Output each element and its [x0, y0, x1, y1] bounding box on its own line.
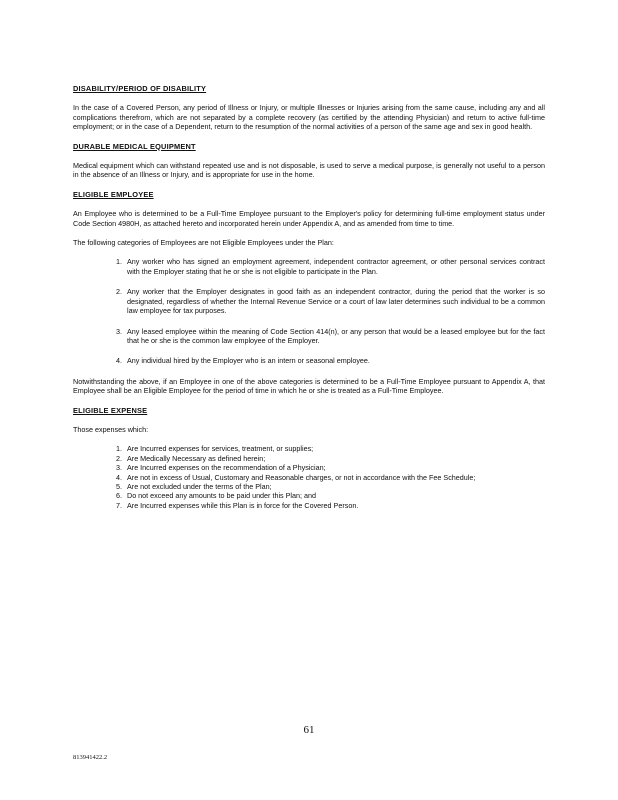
list-item-number: 4.: [116, 472, 122, 482]
list-item-number: 3.: [116, 326, 122, 336]
list-item: [116, 472, 545, 482]
list-item: [116, 326, 545, 346]
list-item-text: Do not exceed any amounts to be paid under this Plan; and: [127, 491, 316, 501]
section-eligible-expense: [73, 406, 545, 511]
section-eligible-employee: [73, 190, 545, 396]
section-heading: DISABILITY/PERIOD OF DISABILITY: [73, 84, 207, 93]
section-heading: DURABLE MEDICAL EQUIPMENT: [73, 141, 196, 151]
list-item: [116, 444, 545, 454]
list-item-number: 3.: [116, 463, 122, 473]
list-item-text: Any leased employee within the meaning of Code Section 414(n), or any person that would be a leased employee but for the fact that he or she is the common law employee of the Employer.: [127, 326, 545, 345]
section-paragraph: An Employee who is determined to be a Full-Time Employee pursuant to the Employer's policy for determining full-time employment status under Code Section 4980H, as attached hereto and incorporated herein under Appendix A, and as amended from time to time.: [73, 209, 545, 228]
eligible-expense-list: [73, 444, 545, 510]
list-item-number: 7.: [116, 500, 122, 510]
list-item-number: 6.: [116, 491, 122, 501]
list-item-text: Any worker who has signed an employment agreement, independent contractor agreement, or other personal services contract with the Employer stating that he or she is not eligible to participate in the Plan.: [127, 257, 545, 276]
page-number: 61: [303, 724, 315, 736]
list-item: [116, 453, 545, 463]
list-item-text: Are Incurred expenses on the recommendation of a Physician;: [127, 463, 326, 473]
list-item-text: Any worker that the Employer designates in good faith as an independent contractor, during the period that the worker is so designated, regardless of whether the Internal Revenue Service or a court of law later determines such individual to be a common law employee for tax purposes.: [127, 287, 545, 316]
list-item: [116, 356, 545, 366]
section-paragraph: Medical equipment which can withstand repeated use and is not disposable, is used to serve a medical purpose, is generally not useful to a person in the absence of an Illness or Injury, and is appropriate for use in the home.: [73, 161, 545, 180]
excluded-employee-list: [73, 257, 545, 365]
section-paragraph: In the case of a Covered Person, any period of Illness or Injury, or multiple Illnesses or Injuries arising from the same cause, including any and all complications therefrom, which are not separated by a complete recovery (as certified by the attending Physician) and return to active full-time employment; or in the case of a Dependent, return to the resumption of the normal activities of a person of the same age and sex in good health.: [73, 103, 545, 132]
list-item: [116, 481, 545, 491]
list-item: [116, 491, 545, 501]
list-item: [116, 500, 545, 510]
document-id: 813941422.2: [73, 754, 108, 761]
list-item-text: Are not excluded under the terms of the Plan;: [127, 481, 272, 491]
list-item-text: Are Incurred expenses while this Plan is in force for the Covered Person.: [127, 500, 359, 510]
list-item-text: Are not in excess of Usual, Customary and Reasonable charges, or not in accordance with the Fee Schedule;: [127, 472, 476, 482]
section-durable-medical-equipment: [73, 142, 545, 180]
section-paragraph: The following categories of Employees are not Eligible Employees under the Plan:: [73, 238, 334, 248]
list-item: [116, 287, 545, 316]
list-item-number: 4.: [116, 356, 122, 366]
list-item-text: Are Incurred expenses for services, treatment, or supplies;: [127, 444, 314, 454]
section-paragraph: Notwithstanding the above, if an Employee in one of the above categories is determined to be a Full-Time Employee pursuant to Appendix A, that Employee shall be an Eligible Employee for the period of time in which he or she is treated as a Full-Time Employee.: [73, 376, 545, 396]
section-heading: ELIGIBLE EXPENSE: [73, 405, 148, 415]
document-body: [73, 84, 545, 520]
list-item-number: 5.: [116, 481, 122, 491]
list-item: [116, 257, 545, 276]
list-item-text: Are Medically Necessary as defined herein;: [127, 453, 266, 463]
section-disability: [73, 84, 545, 132]
list-item-number: 1.: [116, 444, 122, 454]
list-item-text: Any individual hired by the Employer who is an intern or seasonal employee.: [127, 356, 370, 366]
section-heading: ELIGIBLE EMPLOYEE: [73, 189, 154, 199]
list-item: [116, 463, 545, 473]
list-item-number: 2.: [116, 453, 122, 463]
list-item-number: 1.: [116, 257, 122, 267]
list-item-number: 2.: [116, 287, 122, 297]
section-paragraph: Those expenses which:: [73, 424, 149, 434]
